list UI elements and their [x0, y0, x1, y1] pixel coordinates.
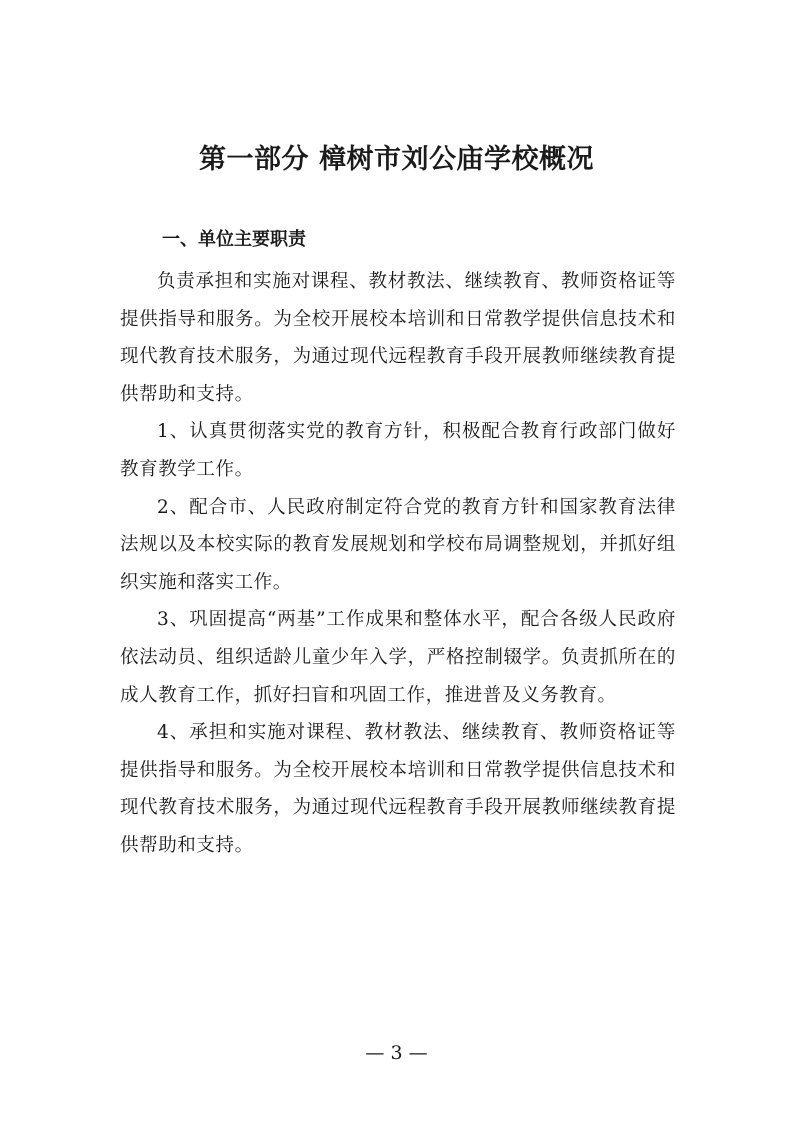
page-number: — 3 —	[365, 1042, 428, 1064]
section-heading: 一、单位主要职责	[162, 229, 306, 250]
paragraph-item-1: 1、认真贯彻落实党的教育方针，积极配合教育行政部门做好教育教学工作。	[120, 421, 676, 480]
paragraph-item-4: 4、承担和实施对课程、教材教法、继续教育、教师资格证等提供指导和服务。为全校开展校本培训和日常教学提供信息技术和现代教育技术服务，为通过现代远程教育手段开展教师继续教育提供帮助和支持。	[120, 722, 676, 856]
paragraph-intro: 负责承担和实施对课程、教材教法、继续教育、教师资格证等提供指导和服务。为全校开展校本培训和日常教学提供信息技术和现代教育技术服务，为通过现代远程教育手段开展教师继续教育提供帮助和支持。	[120, 271, 676, 405]
body-text	[120, 263, 676, 865]
paragraph-item-3: 3、巩固提高“两基”工作成果和整体水平，配合各级人民政府依法动员、组织适龄儿童少年入学，严格控制辍学。负责抓所在的成人教育工作，抓好扫盲和巩固工作，推进普及义务教育。	[120, 609, 676, 706]
page-title: 第一部分 樟树市刘公庙学校概况	[199, 144, 594, 175]
paragraph-item-2: 2、配合市、人民政府制定符合党的教育方针和国家教育法律法规以及本校实际的教育发展规划和学校布局调整规划，并抓好组织实施和落实工作。	[120, 496, 676, 593]
